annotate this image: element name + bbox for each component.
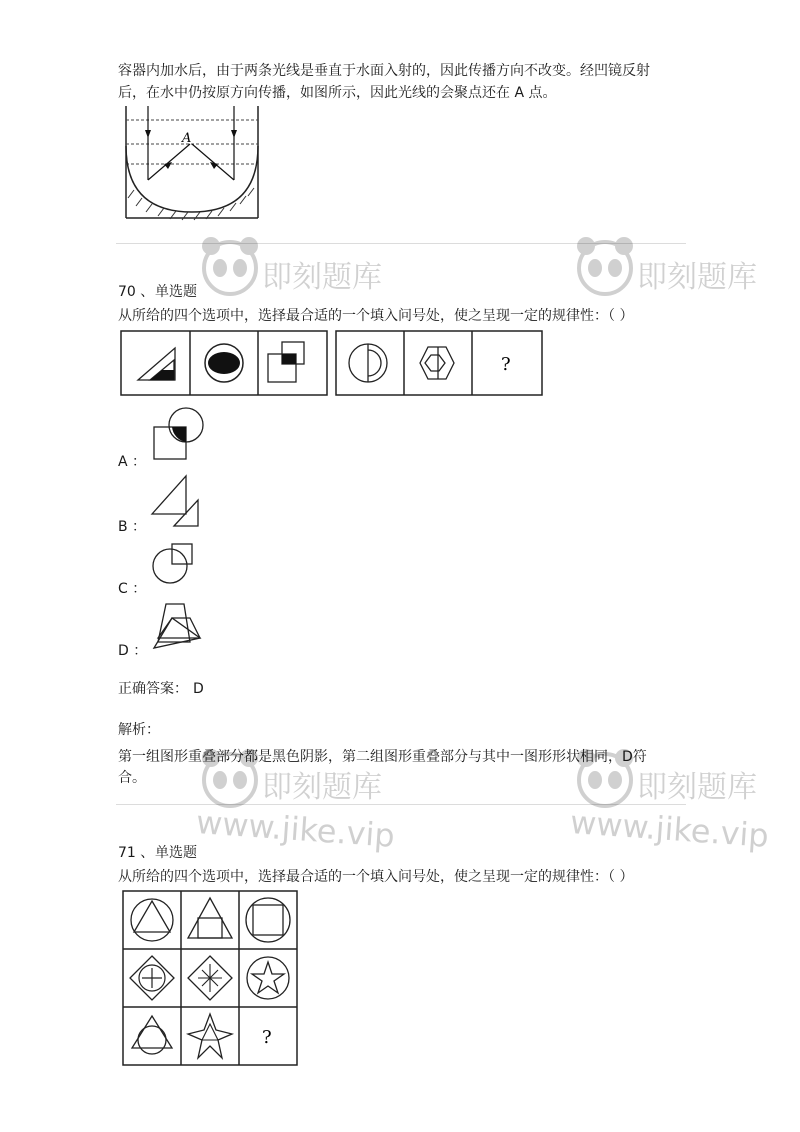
q70-answer-value: D — [193, 681, 204, 697]
section-divider — [116, 243, 686, 244]
q70-option-c-label: C ： — [118, 581, 147, 597]
q70-type: 单选题 — [155, 284, 197, 300]
q69-mirror-figure — [118, 106, 268, 224]
q70-option-a-figure — [150, 405, 210, 465]
q70-analysis-line2: 合。 — [118, 770, 146, 786]
q70-option-c-figure — [150, 540, 210, 590]
q70-answer-label: 正确答案： — [118, 681, 188, 697]
q69-point-a-label: A — [182, 131, 192, 146]
q70-question-mark: ? — [501, 354, 511, 375]
q71-prompt: 从所给的四个选项中，选择最合适的一个填入问号处，使之呈现一定的规律性：（ ） — [118, 869, 634, 885]
q70-option-d-figure — [150, 600, 210, 650]
q70-option-a-label: A ： — [118, 454, 147, 470]
watermark-brand: 即刻题库 — [637, 770, 757, 805]
q70-option-d-label: D ： — [118, 643, 148, 659]
q69-explanation-line2: 后，在水中仍按原方向传播，如图所示，因此光线的会聚点还在 A 点。 — [118, 85, 557, 101]
q71-type: 单选题 — [155, 845, 197, 861]
q70-option-b-label: B ： — [118, 519, 147, 535]
q70-analysis-title: 解析： — [118, 722, 160, 738]
watermark-url: www.jike.vip — [194, 803, 397, 855]
watermark-brand: 即刻题库 — [262, 770, 382, 805]
q70-analysis-line1: 第一组图形重叠部分都是黑色阴影，第二组图形重叠部分与其中一图形形状相同，D符 — [118, 749, 647, 765]
q70-question-figure — [120, 330, 544, 396]
watermark-brand: 即刻题库 — [262, 260, 382, 295]
q70-number: 70 、 — [118, 284, 155, 300]
watermark-url: www.jike.vip — [568, 803, 771, 855]
q70-prompt: 从所给的四个选项中，选择最合适的一个填入问号处，使之呈现一定的规律性：（ ） — [118, 308, 634, 324]
q70-option-b-figure — [150, 470, 210, 530]
q71-number: 71 、 — [118, 845, 155, 861]
watermark-brand: 即刻题库 — [637, 260, 757, 295]
q71-question-mark: ? — [262, 1027, 272, 1048]
q71-question-grid — [122, 890, 300, 1070]
section-divider — [116, 804, 686, 805]
q69-explanation-line1: 容器内加水后，由于两条光线是垂直于水面入射的，因此传播方向不改变。经凹镜反射 — [118, 63, 650, 79]
